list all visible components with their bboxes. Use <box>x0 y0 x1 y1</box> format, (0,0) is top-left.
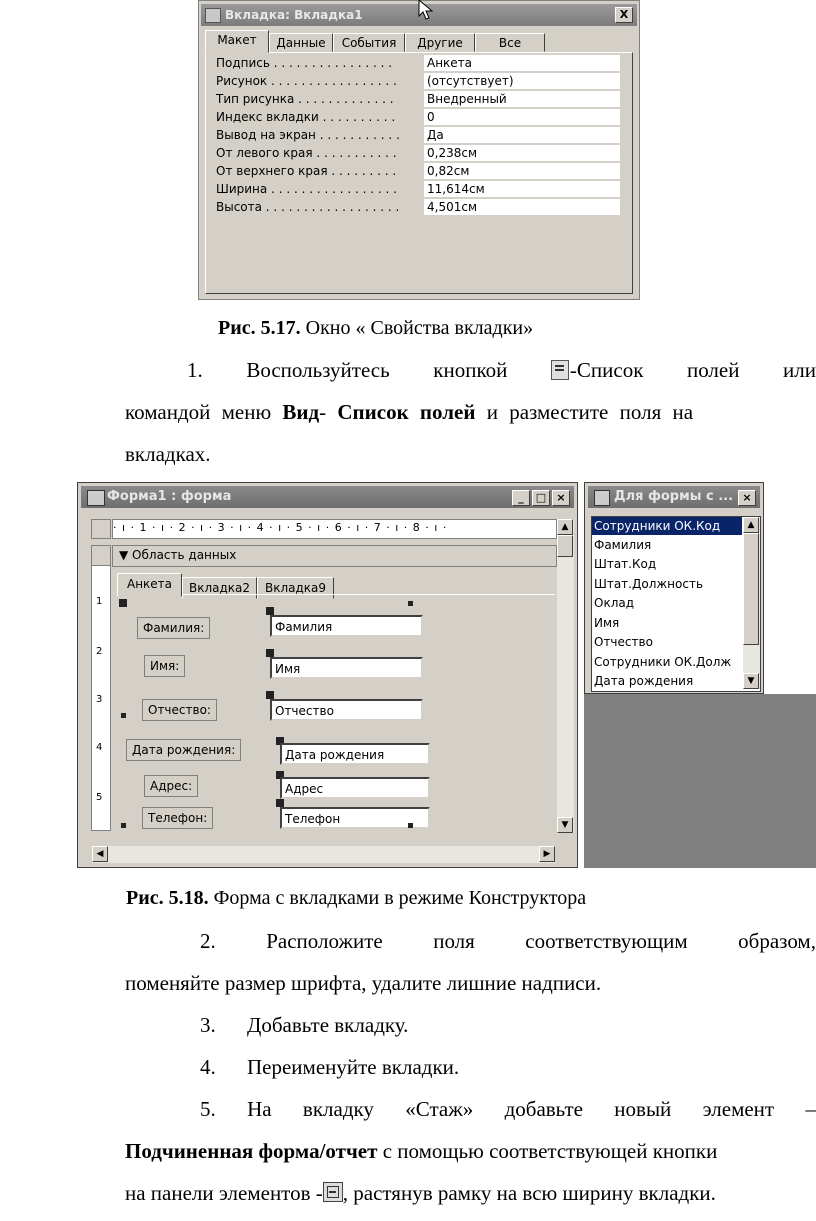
property-label: Тип рисунка . . . . . . . . . . . . . <box>216 92 394 106</box>
property-value[interactable]: 0,238см <box>424 145 620 161</box>
scroll-left-button[interactable]: ◀ <box>92 846 108 862</box>
properties-window-icon <box>205 8 221 23</box>
property-row[interactable] <box>216 181 620 198</box>
field-list-title: Для формы с ... <box>614 489 734 504</box>
selection-handle[interactable] <box>408 601 413 606</box>
detail-section-bar[interactable]: ▼ Область данных <box>112 545 557 567</box>
close-button[interactable]: × <box>738 490 756 506</box>
step-3-number: 3. <box>200 1013 216 1037</box>
workspace-background <box>584 694 816 868</box>
scroll-thumb[interactable] <box>557 535 573 557</box>
label-patronymic[interactable]: Отчество: <box>142 699 217 721</box>
mouse-cursor-icon <box>417 0 435 21</box>
property-value[interactable]: 4,501см <box>424 199 620 215</box>
move-handle[interactable] <box>266 607 274 615</box>
tab-anketa[interactable]: Анкета <box>117 573 182 597</box>
selection-handle[interactable] <box>408 823 413 828</box>
subform-button-icon <box>323 1182 343 1202</box>
property-row[interactable] <box>216 127 620 144</box>
tab-vkladka9[interactable]: Вкладка9 <box>257 577 334 599</box>
list-item[interactable]: Штат.Код <box>594 557 657 571</box>
move-handle[interactable] <box>266 649 274 657</box>
property-value[interactable]: (отсутствует) <box>424 73 620 89</box>
scroll-up-button[interactable]: ▲ <box>743 517 759 533</box>
close-button[interactable]: × <box>552 490 570 506</box>
field-name[interactable]: Имя <box>270 657 423 679</box>
step-1-line-3: вкладках. <box>125 442 211 466</box>
tab-other[interactable]: Другие <box>405 33 475 52</box>
move-handle[interactable] <box>266 691 274 699</box>
figure-caption-5-17: Рис. 5.17. Окно « Свойства вкладки» <box>218 317 534 339</box>
field-birthdate[interactable]: Дата рождения <box>280 743 430 765</box>
scroll-thumb[interactable] <box>743 533 759 645</box>
field-list-window <box>584 482 764 694</box>
figure-caption-5-18: Рис. 5.18. Форма с вкладками в режиме Конструктора <box>126 887 587 909</box>
step-2-line-2: поменяйте размер шрифта, удалите лишние надписи. <box>125 971 602 995</box>
scroll-right-button[interactable]: ▶ <box>539 846 555 862</box>
close-button[interactable]: X <box>615 7 633 23</box>
scroll-down-button[interactable]: ▼ <box>557 817 573 833</box>
property-value[interactable]: Да <box>424 127 620 143</box>
step-5-line-3: на панели элементов - , растянув рамку на всю ширину вкладки. <box>125 1181 716 1205</box>
tab-events[interactable]: События <box>333 33 405 52</box>
property-label: Вывод на экран . . . . . . . . . . . <box>216 128 400 142</box>
label-name[interactable]: Имя: <box>144 655 185 677</box>
label-birthdate[interactable]: Дата рождения: <box>126 739 241 761</box>
field-list-window-icon <box>594 490 610 506</box>
vertical-ruler: 1 2 3 4 5 <box>91 565 111 831</box>
list-scrollbar[interactable] <box>743 517 760 689</box>
field-list-box <box>591 516 761 692</box>
field-list-title-bar <box>588 486 760 508</box>
list-item[interactable]: Дата рождения <box>594 674 694 688</box>
field-phone[interactable]: Телефон <box>280 807 430 829</box>
property-value[interactable]: 11,614см <box>424 181 620 197</box>
property-row[interactable] <box>216 91 620 108</box>
step-5-line-1: 5. На вкладку «Стаж» добавьте новый элемент – <box>200 1097 816 1121</box>
list-item[interactable]: Имя <box>594 616 620 630</box>
vertical-scrollbar[interactable] <box>557 519 574 833</box>
step-2-line-1: 2. Расположите поля соответствующим образом, <box>200 929 816 953</box>
maximize-button[interactable]: □ <box>532 490 550 506</box>
tab-all[interactable]: Все <box>475 33 545 52</box>
property-value[interactable]: 0,82см <box>424 163 620 179</box>
tab-properties-window <box>198 0 640 300</box>
property-value[interactable]: Внедренный <box>424 91 620 107</box>
property-label: Индекс вкладки . . . . . . . . . . <box>216 110 396 124</box>
property-row[interactable] <box>216 109 620 126</box>
design-area <box>112 567 555 829</box>
field-surname[interactable]: Фамилия <box>270 615 423 637</box>
property-row[interactable] <box>216 145 620 162</box>
selection-handle[interactable] <box>121 713 126 718</box>
step-4-number: 4. <box>200 1055 216 1079</box>
tab-vkladka2[interactable]: Вкладка2 <box>182 577 257 599</box>
scroll-down-button[interactable]: ▼ <box>743 673 759 689</box>
label-phone[interactable]: Телефон: <box>142 807 213 829</box>
properties-panel <box>205 52 633 294</box>
list-item-selected[interactable]: Сотрудники ОК.Код <box>592 517 742 535</box>
list-item[interactable]: Фамилия <box>594 538 652 552</box>
form-title: Форма1 : форма <box>107 489 232 504</box>
field-patronymic[interactable]: Отчество <box>270 699 423 721</box>
list-item[interactable]: Сотрудники ОК.Долж <box>594 655 732 669</box>
horizontal-ruler: · ı · 1 · ı · 2 · ı · 3 · ı · 4 · ı · 5 · ı · 6 · ı · 7 · ı · 8 · ı · <box>112 519 557 539</box>
list-item[interactable]: Отчество <box>594 635 653 649</box>
tab-data[interactable]: Данные <box>269 33 333 52</box>
selection-handle[interactable] <box>119 599 127 607</box>
scroll-up-button[interactable]: ▲ <box>557 519 573 535</box>
form-icon <box>87 490 105 506</box>
property-row[interactable] <box>216 199 620 216</box>
form-selector[interactable] <box>91 519 111 539</box>
horizontal-scrollbar[interactable] <box>92 846 555 863</box>
selection-handle[interactable] <box>121 823 126 828</box>
minimize-button[interactable]: _ <box>512 490 530 506</box>
section-selector[interactable] <box>91 545 111 567</box>
label-address[interactable]: Адрес: <box>144 775 198 797</box>
form-title-bar <box>81 486 574 508</box>
list-item[interactable]: Штат.Должность <box>594 577 704 591</box>
property-label: От левого края . . . . . . . . . . . <box>216 146 397 160</box>
field-address[interactable]: Адрес <box>280 777 430 799</box>
property-row[interactable] <box>216 73 620 90</box>
field-list-icon <box>551 360 569 380</box>
property-row[interactable] <box>216 163 620 180</box>
property-row[interactable] <box>216 55 620 72</box>
property-label: Подпись . . . . . . . . . . . . . . . . <box>216 56 393 70</box>
form-design-window <box>77 482 578 868</box>
tab-layout[interactable]: Макет <box>205 30 269 53</box>
properties-title: Вкладка: Вкладка1 <box>225 8 363 22</box>
property-label: Рисунок . . . . . . . . . . . . . . . . . <box>216 74 397 88</box>
list-item[interactable]: Оклад <box>594 596 635 610</box>
move-handle[interactable] <box>276 799 284 807</box>
step-5-line-2: Подчиненная форма/отчет с помощью соответствующей кнопки <box>125 1139 718 1163</box>
property-label: Высота . . . . . . . . . . . . . . . . . . <box>216 200 400 214</box>
step-4-text: Переименуйте вкладки. <box>247 1055 460 1079</box>
property-value[interactable]: Анкета <box>424 55 620 71</box>
label-surname[interactable]: Фамилия: <box>137 617 210 639</box>
step-3-text: Добавьте вкладку. <box>247 1013 409 1037</box>
step-1-line-2: командой меню Вид- Список полей и разместите поля на <box>125 400 694 424</box>
property-value[interactable]: 0 <box>424 109 620 125</box>
step-1-line-1: 1. Воспользуйтесь кнопкой -Список полей или <box>187 358 816 382</box>
property-label: Ширина . . . . . . . . . . . . . . . . . <box>216 182 397 196</box>
property-label: От верхнего края . . . . . . . . . <box>216 164 397 178</box>
